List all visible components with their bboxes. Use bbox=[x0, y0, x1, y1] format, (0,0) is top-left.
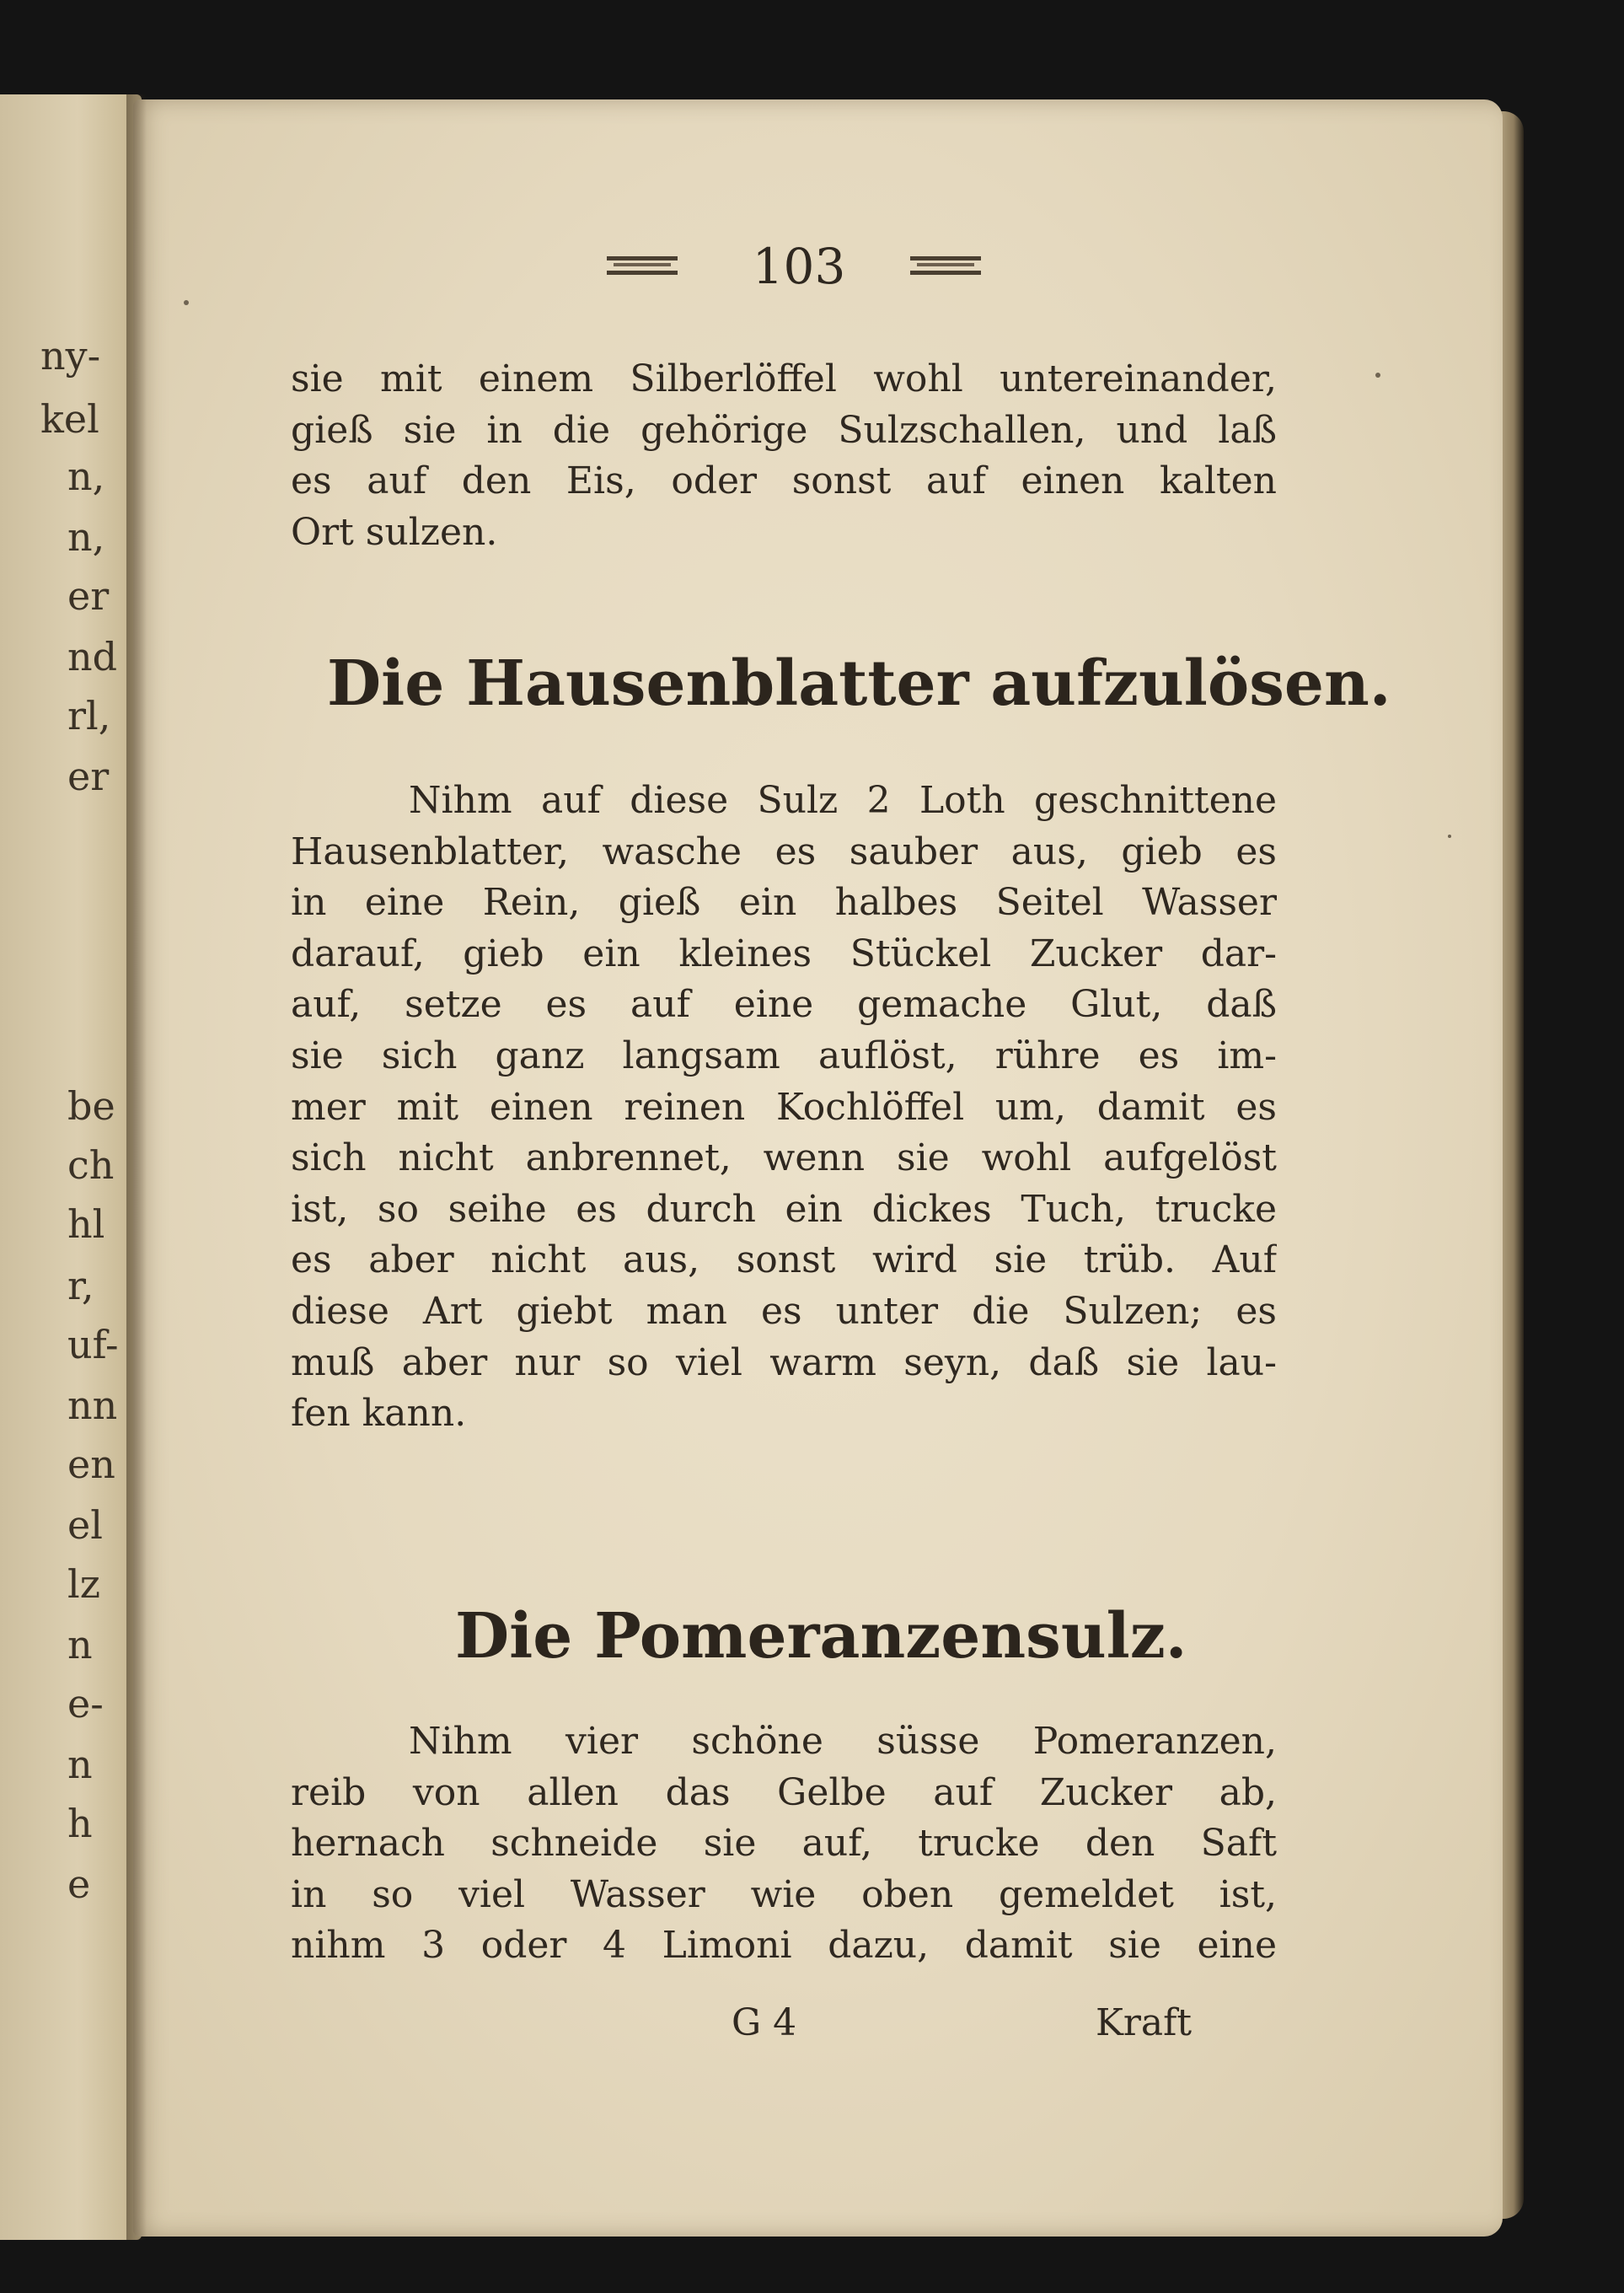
page-number: 103 bbox=[752, 238, 846, 295]
intro-paragraph bbox=[291, 354, 1277, 558]
text-line: sich nicht anbrennet, wenn sie wohl aufgelöst bbox=[291, 1136, 1277, 1180]
text-line: es aber nicht aus, sonst wird sie trüb. Auf bbox=[291, 1238, 1277, 1282]
previous-page-text-fragment: r, bbox=[67, 1263, 94, 1308]
text-line: es auf den Eis, oder sonst auf einen kalten bbox=[291, 459, 1277, 503]
previous-page-text-fragment: en bbox=[67, 1442, 115, 1487]
page-header bbox=[590, 238, 1011, 297]
text-line: mer mit einen reinen Kochlöffel um, damit es bbox=[291, 1085, 1277, 1129]
previous-page-edge bbox=[0, 94, 142, 2240]
previous-page-text-fragment: ch bbox=[67, 1142, 115, 1188]
text-line: muß aber nur so viel warm seyn, daß sie lau- bbox=[291, 1340, 1277, 1384]
paper-speck bbox=[184, 300, 189, 305]
text-line: in eine Rein, gieß ein halbes Seitel Wasser bbox=[291, 881, 1277, 925]
text-line: reib von allen das Gelbe auf Zucker ab, bbox=[291, 1770, 1277, 1814]
paper-speck bbox=[1448, 835, 1451, 838]
previous-page-text-fragment: rl, bbox=[67, 693, 111, 738]
section-heading-hausenblatter: Die Hausenblatter aufzulösen. bbox=[327, 647, 1391, 720]
text-line: fen kann. bbox=[291, 1392, 467, 1436]
catchword: Kraft bbox=[1096, 2001, 1193, 2044]
previous-page-text-fragment: uf- bbox=[67, 1322, 119, 1367]
text-line: Nihm auf diese Sulz 2 Loth geschnittene bbox=[409, 779, 1277, 822]
previous-page-text-fragment: n, bbox=[67, 514, 105, 560]
section-paragraph-hausenblatter bbox=[291, 776, 1277, 1440]
text-line: Hausenblatter, wasche es sauber aus, gieb es bbox=[291, 830, 1277, 873]
previous-page-text-fragment: be bbox=[67, 1083, 115, 1129]
text-line: hernach schneide sie auf, trucke den Saft bbox=[291, 1822, 1277, 1866]
previous-page-text-fragment: e- bbox=[67, 1681, 104, 1726]
text-line: Ort sulzen. bbox=[291, 510, 498, 554]
previous-page-text-fragment: e bbox=[67, 1861, 91, 1907]
previous-page-text-fragment: er bbox=[67, 573, 110, 619]
paper-speck bbox=[1375, 373, 1380, 378]
previous-page-text-fragment: nn bbox=[67, 1383, 118, 1428]
section-heading-pomeranzensulz: Die Pomeranzensulz. bbox=[455, 1600, 1187, 1673]
left-ornament-rule bbox=[607, 256, 678, 275]
text-line: diese Art giebt man es unter die Sulzen; es bbox=[291, 1289, 1277, 1333]
previous-page-text-fragment: n bbox=[67, 1742, 93, 1787]
previous-page-text-fragment: kel bbox=[40, 396, 99, 442]
previous-page-text-fragment: el bbox=[67, 1502, 103, 1548]
previous-page-text-fragment: hl bbox=[67, 1201, 105, 1247]
text-line: nihm 3 oder 4 Limoni dazu, damit sie eine bbox=[291, 1924, 1277, 1968]
signature-mark: G 4 bbox=[732, 2001, 797, 2044]
text-line: Nihm vier schöne süsse Pomeranzen, bbox=[409, 1720, 1277, 1763]
text-line: sie mit einem Silberlöffel wohl untereinander, bbox=[291, 357, 1277, 400]
text-line: auf, setze es auf eine gemache Glut, daß bbox=[291, 983, 1277, 1027]
right-ornament-rule bbox=[910, 256, 981, 275]
text-line: in so viel Wasser wie oben gemeldet ist, bbox=[291, 1872, 1277, 1916]
text-line: sie sich ganz langsam auflöst, rühre es im- bbox=[291, 1034, 1277, 1077]
previous-page-text-fragment: lz bbox=[67, 1561, 100, 1607]
previous-page-text-fragment: er bbox=[67, 754, 110, 799]
section-paragraph-pomeranzensulz bbox=[291, 1716, 1277, 1972]
previous-page-text-fragment: nd bbox=[67, 634, 118, 679]
previous-page-text-fragment: h bbox=[67, 1801, 93, 1846]
previous-page-text-fragment: n, bbox=[67, 454, 105, 499]
previous-page-text-fragment: n bbox=[67, 1622, 93, 1667]
previous-page-text-fragment: ny- bbox=[40, 333, 101, 379]
text-line: gieß sie in die gehörige Sulzschallen, und laß bbox=[291, 408, 1277, 452]
text-line: darauf, gieb ein kleines Stückel Zucker dar- bbox=[291, 932, 1277, 975]
spine-shadow bbox=[126, 94, 147, 2240]
text-line: ist, so seihe es durch ein dickes Tuch, trucke bbox=[291, 1187, 1277, 1231]
